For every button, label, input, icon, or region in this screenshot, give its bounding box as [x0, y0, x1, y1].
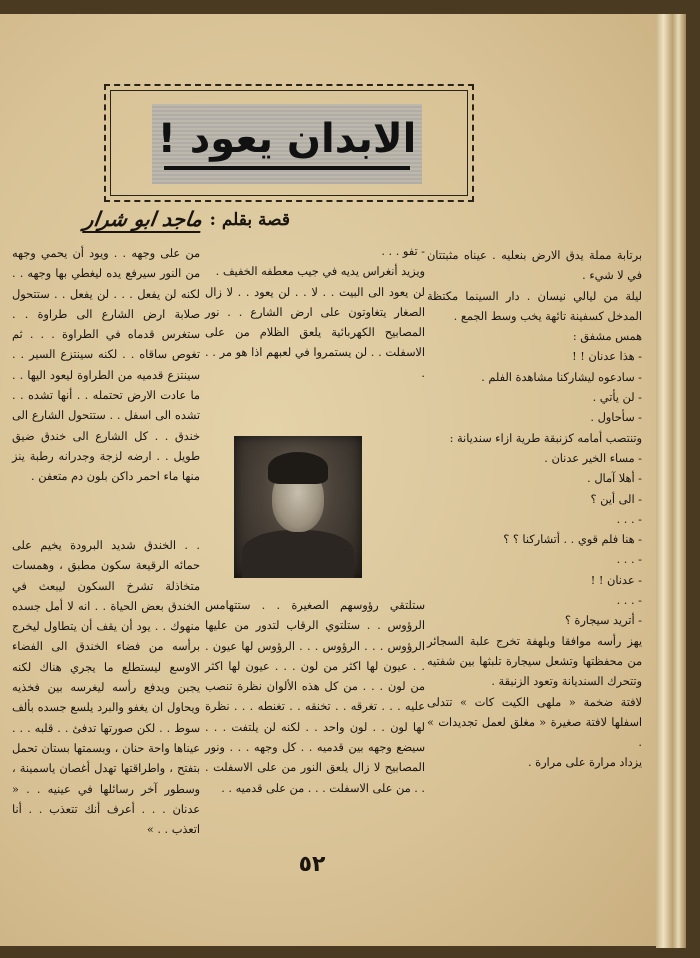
photo-shoulders	[242, 530, 354, 578]
column-middle-top	[205, 242, 425, 384]
dialogue-line: - الى أين ؟	[590, 492, 642, 506]
dialogue-line: - عدنان ! !	[590, 573, 642, 587]
author-name: ماجد ابو شرار	[82, 207, 204, 231]
column-left-bottom	[12, 536, 200, 840]
paragraph: همس مشفق :	[572, 330, 642, 344]
paragraph: يهز رأسه موافقا وبلهفة تخرج علبة السجائر من محفظتها وتشعل سيجارة تلبثها بين شفتيه وتتحرك السنديانة وتعود الزنبقة .	[427, 634, 642, 689]
dialogue-line: - أهلا آمال .	[587, 472, 642, 486]
column-left-top	[12, 244, 200, 488]
dialogue-line: - . . .	[616, 512, 642, 526]
paragraph: ويزيد أنغراس يديه في جيب معطفه الخفيف .	[215, 265, 425, 279]
dialogue-line: - . . .	[616, 553, 642, 567]
paragraph: من على وجهه . . ويود أن يحمي وجهه من النور سيرفع يده ليغطي بها وجهه . . لكنه لن يفعل . . . لن يفعل . . ستتحول صلابة ارض الشارع الى طراوة . . ستغرس قدماه في الطراوة . . . ثم تغوص ساقاه . . لكنه سينتزع السير . . سينتزع قدميه من الطراوة ليعود اليها . . ما عادت الارض تحتمله . . أنها تشده . . تشده الى اسفل . . ستتحول الشارع الى خندق . . كل الشارع الى خندق ضيق طويل . . ارضه لزجة وجدرانه رطبة ينز منها ماء احمر داكن بلون دم متعفن .	[12, 247, 200, 484]
paragraph: ستلتقي رؤوسهم الصغيرة . . ستتهامس الرؤوس . . ستلتوي الرقاب لتدور من عليها الرؤوس . . . الرؤوس . . . الرؤوس لها عيون . . . عيون لها اكثر من لون . . . عيون لها اكثر من لون . . . من كل هذه الألوان نظرة تنصب عليه . . . تغرقه . . تخنقه . . تغنطه . . . نظرة لها لون . . لون واحد . . لكنه لن يلتفت . . . سيضع وجهه بين قدميه . . كل وجهه . . . ونور المصابيح لا زال يلعق النور من على الاسفلت . . . من على الاسفلت . . . من على قدميه . .	[205, 599, 425, 795]
title-banner	[152, 104, 422, 184]
byline-prefix: قصة بقلم :	[209, 210, 290, 230]
author-photo	[234, 436, 362, 578]
paragraph: لافتة ضخمة « ملهى الكيت كات » تتدلى اسفلها لافتة صغيرة « مغلق لعمل تجديدات » .	[427, 695, 642, 750]
dialogue-line: - أتريد سيجارة ؟	[564, 614, 642, 628]
paragraph: ليلة من ليالي نيسان . دار السينما مكتظة المدخل كسفينة تائهة يخب وسط الجمع .	[427, 289, 642, 323]
dialogue-line: - هنا فلم قوي . . أتشاركنا ؟ ؟	[503, 533, 642, 547]
dialogue-line: - مساء الخير عدنان .	[544, 451, 642, 465]
dialogue-line: - سأحاول .	[590, 411, 642, 425]
dialogue-line: - لن يأتي .	[592, 391, 642, 405]
dialogue-line: - سادعوه ليشاركنا مشاهدة الفلم .	[481, 370, 642, 384]
story-title: الابدان يعود !	[157, 116, 417, 162]
page-stack-edge	[656, 14, 686, 948]
page-number: ٥٢	[298, 852, 326, 877]
photo-hair	[268, 452, 328, 484]
paragraph: وتنتصب أمامه كزنبقة طرية ازاء سنديانة :	[449, 431, 642, 445]
dialogue-line: - تفو . . .	[381, 245, 425, 258]
dialogue-line: - هذا عدنان ! !	[572, 350, 642, 364]
byline	[20, 203, 290, 237]
dialogue-line: - . . .	[616, 594, 642, 608]
column-right	[427, 246, 642, 774]
paragraph: برتابة مملة يدق الارض بنعليه . عيناه مثبتتان في لا شيء .	[427, 249, 642, 283]
title-underline	[164, 166, 410, 170]
paragraph: . . الخندق شديد البرودة يخيم على حمائه الرقيعة سكون مطبق ، وهمسات متخاذلة تشرخ السكون ليبعث في الخندق بعض الحياة . . انه لا أمل جسده منهوك . . يود أن يقف أن يتطاول ليخرج برأسه من فضاء الخندق الى الفضاء الاوسع ليستطلع ما يجري هناك لكنه يجبن ويدفع رأسه ليغرسه بين فخذيه ويحاول ان يغفو والبرد يلسع جسده بألف سوط . . لكن صورتها تدفئ . . قلبه . . . عيناها واحة حنان ، وبسمتها بستان تحمل بتفتح ، واطراقتها تهدل أغصان ياسمينة ، وسطور آخر رسائلها في عينيه . . « عدنان . . . أعرف أنك تتعذب . . أنا اتعذب . . »	[12, 539, 200, 837]
paragraph: يزداد مرارة على مرارة .	[527, 756, 642, 770]
paragraph: لن يعود الى البيت . . لا . . لن يعود . . لا زال الصغار يتغاوتون على ارض الشارع . . نور المصابيح الكهربائية يلعق الظلام من على الاسفلت . . لن يستمروا في لعبهم اذا هو مر . . .	[205, 285, 425, 380]
column-middle-bottom	[205, 596, 425, 799]
